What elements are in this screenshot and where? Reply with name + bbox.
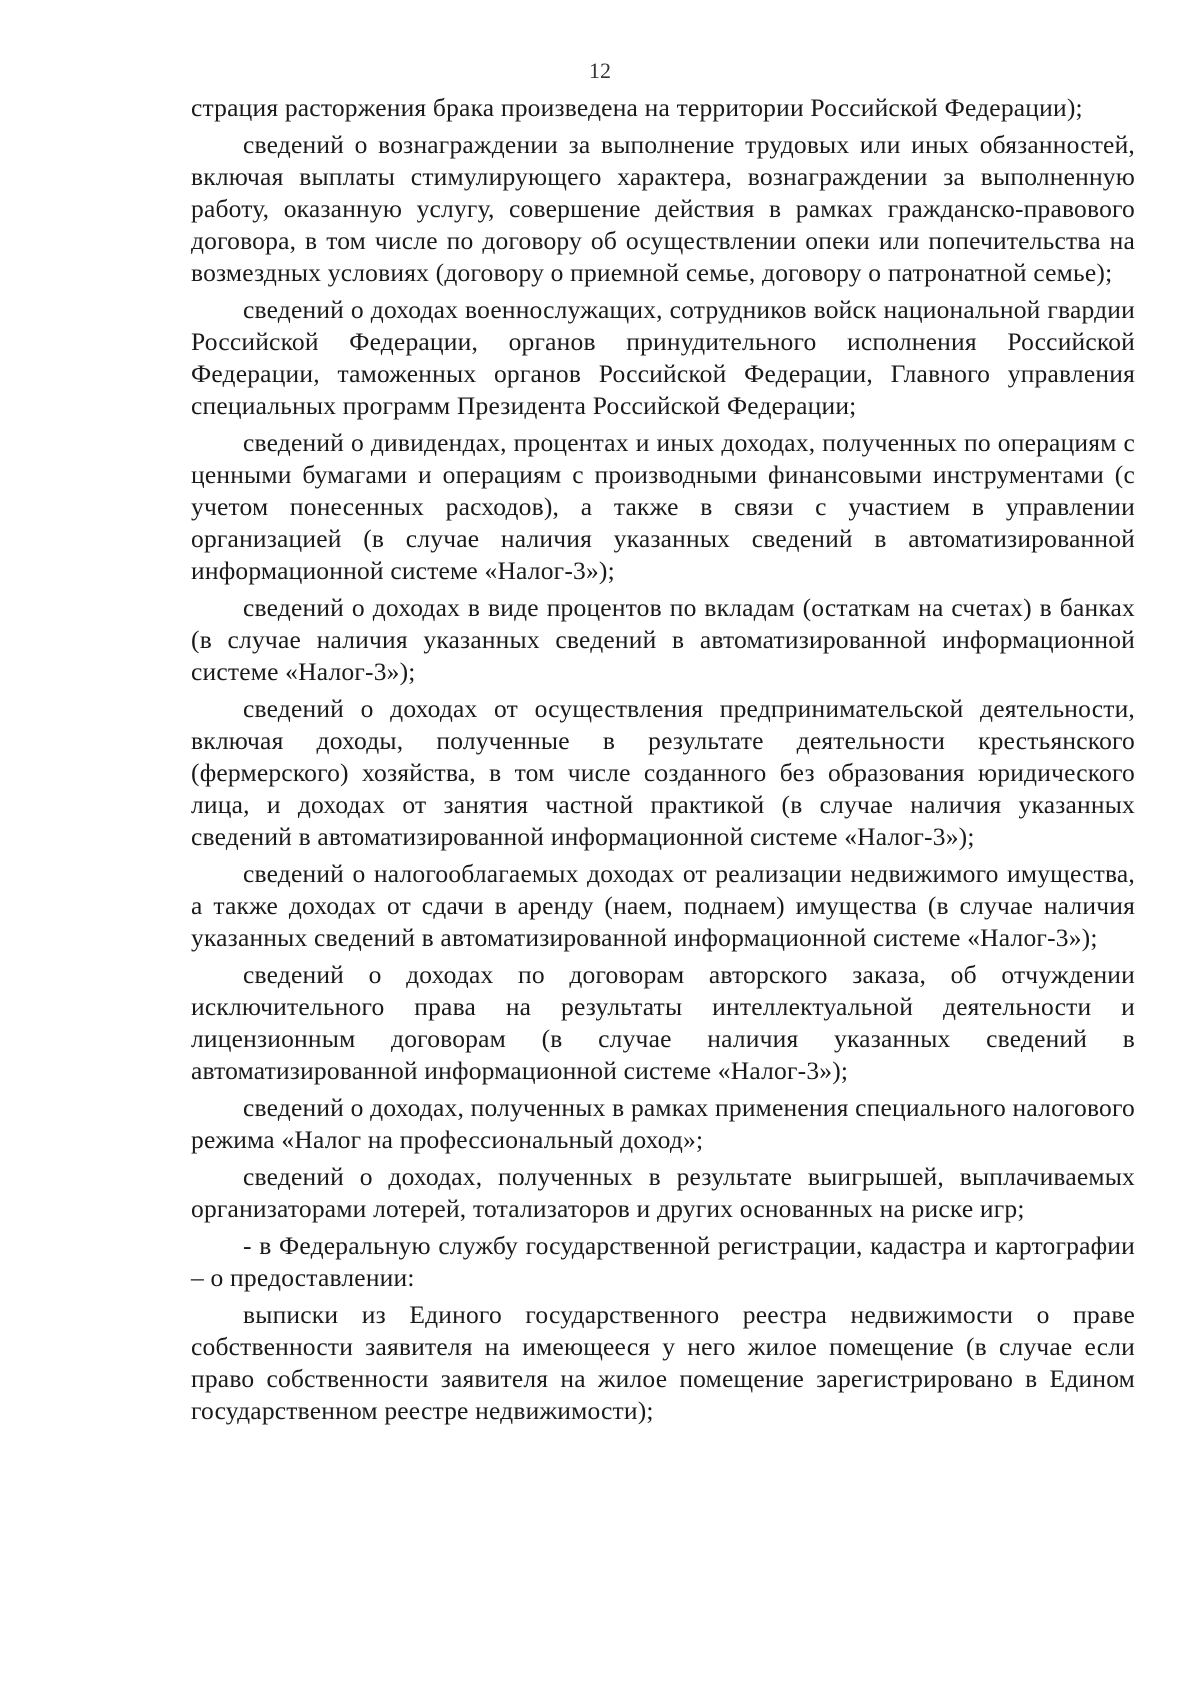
paragraph-deposit-interest: сведений о доходах в виде процентов по вкладам (остаткам на счетах) в банках (в случае наличия указанных сведений в автоматизированной информационной системе «Налог-3»); bbox=[191, 593, 1135, 686]
document-body bbox=[191, 92, 1135, 1432]
paragraph-business-income: сведений о доходах от осуществления предпринимательской деятельности, включая доходы, полученные в результате деятельности крестьянского (фермерского) хозяйства, в том числе созданного без образования юридического лица, и доходах от занятия частной практикой (в случае наличия указанных сведений в автоматизированной информационной системе «Налог-3»); bbox=[191, 694, 1135, 851]
paragraph-continuation: страция расторжения брака произведена на территории Российской Федерации); bbox=[191, 93, 1083, 122]
paragraph-self-employed-income: сведений о доходах, полученных в рамках применения специального налогового режима «Налог на профессиональный доход»; bbox=[191, 1093, 1135, 1154]
paragraph-military-income: сведений о доходах военнослужащих, сотрудников войск национальной гвардии Российской Федерации, органов принудительного исполнения Российской Федерации, таможенных органов Российской Федерации, Главного управления специальных программ Президента Российской Федерации; bbox=[191, 295, 1135, 420]
paragraph-dividends: сведений о дивидендах, процентах и иных доходах, полученных по операциям с ценными бумагами и операциям с производными финансовыми инструментами (с учетом понесенных расходов), а также в связи с участием в управлении организацией (в случае наличия указанных сведений в автоматизированной информационной системе «Налог-3»); bbox=[191, 428, 1135, 585]
paragraph-rosreestr: - в Федеральную службу государственной регистрации, кадастра и картографии – о предоставлении: bbox=[191, 1231, 1135, 1292]
paragraph-copyright-income: сведений о доходах по договорам авторского заказа, об отчуждении исключительного права на результаты интеллектуальной деятельности и лицензионным договорам (в случае наличия указанных сведений в автоматизированной информационной системе «Налог-3»); bbox=[191, 960, 1135, 1085]
paragraph-property-income: сведений о налогооблагаемых доходах от реализации недвижимого имущества, а также доходах от сдачи в аренду (наем, поднаем) имущества (в случае наличия указанных сведений в автоматизированной информационной системе «Налог-3»); bbox=[191, 859, 1135, 952]
paragraph-winnings: сведений о доходах, полученных в результате выигрышей, выплачиваемых организаторами лотерей, тотализаторов и других основанных на риске игр; bbox=[191, 1162, 1135, 1223]
paragraph-egrn-extract: выписки из Единого государственного реестра недвижимости о праве собственности заявителя на имеющееся у него жилое помещение (в случае если право собственности заявителя на жилое помещение зарегистрировано в Едином государственном реестре недвижимости); bbox=[191, 1300, 1135, 1425]
page-number: 12 bbox=[589, 58, 611, 83]
paragraph-remuneration: сведений о вознаграждении за выполнение трудовых или иных обязанностей, включая выплаты стимулирующего характера, вознаграждении за выполненную работу, оказанную услугу, совершение действия в рамках гражданско-правового договора, в том числе по договору об осуществлении опеки или попечительства на возмездных условиях (договору о приемной семье, договору о патронатной семье); bbox=[191, 130, 1135, 287]
